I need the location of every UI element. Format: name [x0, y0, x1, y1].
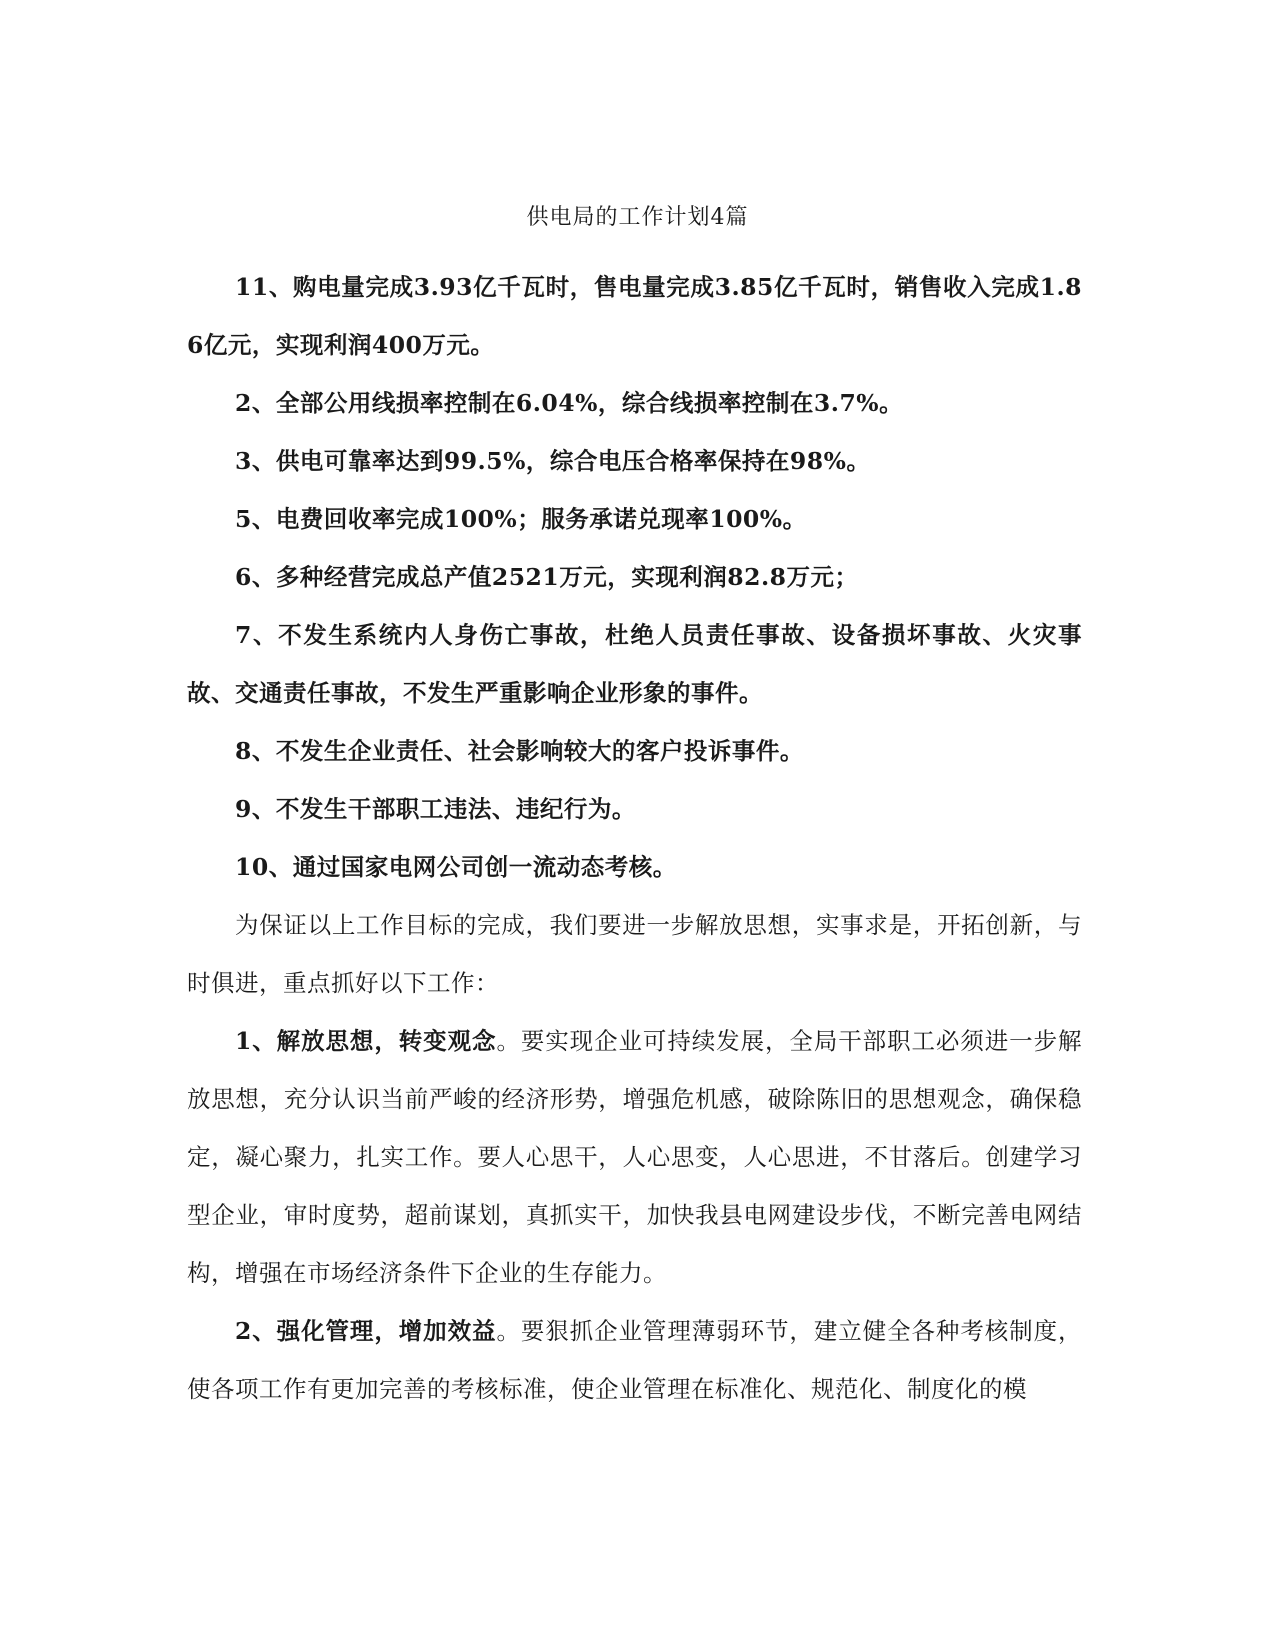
goal-item-10: 10、通过国家电网公司创一流动态考核。	[235, 853, 677, 881]
section-text-2: 。要狠抓企业管理薄弱环节，建立健全各种考核制度，使各项工作有更加完善的考核标准，使企业管理在标准化、规范化、制度化的模	[187, 1317, 1083, 1403]
goal-item-1: 11、购电量完成3.93亿千瓦时，售电量完成3.85亿千瓦时，销售收入完成1.86亿元，实现利润400万元。	[187, 273, 1082, 359]
section-heading-1: 1、解放思想，转变观念	[235, 1027, 497, 1055]
section-paragraph-2	[187, 1302, 1082, 1418]
goal-item-8: 8、不发生企业责任、社会影响较大的客户投诉事件。	[235, 737, 804, 765]
goal-item-6: 6、多种经营完成总产值2521万元，实现利润82.8万元；	[235, 563, 859, 591]
section-text-1: 。要实现企业可持续发展，全局干部职工必须进一步解放思想，充分认识当前严峻的经济形势，增强危机感，破除陈旧的思想观念，确保稳定，凝心聚力，扎实工作。要人心思干，人心思变，人心思进，不甘落后。创建学习型企业，审时度势，超前谋划，真抓实干，加快我县电网建设步伐，不断完善电网结构，增强在市场经济条件下企业的生存能力。	[187, 1027, 1083, 1287]
goal-item-3: 3、供电可靠率达到99.5%，综合电压合格率保持在98%。	[235, 447, 871, 475]
document-body	[187, 258, 1082, 1418]
goal-item-7: 7、不发生系统内人身伤亡事故，杜绝人员责任事故、设备损坏事故、火灾事故、交通责任事故，不发生严重影响企业形象的事件。	[187, 621, 1082, 707]
goal-item-2: 2、全部公用线损率控制在6.04%，综合线损率控制在3.7%。	[235, 389, 904, 417]
goal-item-9: 9、不发生干部职工违法、违纪行为。	[235, 795, 636, 823]
section-paragraph-1	[187, 1012, 1082, 1302]
document-title: 供电局的工作计划4篇	[526, 205, 749, 230]
goal-item-5: 5、电费回收率完成100%；服务承诺兑现率100%。	[235, 505, 807, 533]
section-heading-2: 2、强化管理，增加效益	[235, 1317, 497, 1345]
intro-paragraph: 为保证以上工作目标的完成，我们要进一步解放思想，实事求是，开拓创新，与时俱进，重点抓好以下工作：	[187, 911, 1082, 997]
